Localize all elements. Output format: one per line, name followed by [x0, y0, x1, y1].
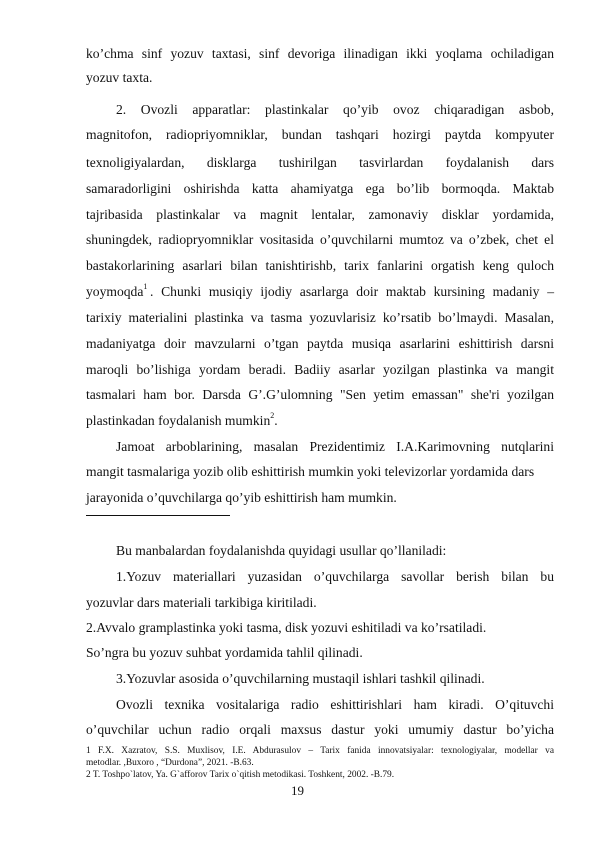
text-line: samaradorligini oshirishda katta ahamiyatga ega bo’lib bormoqda. Maktab	[86, 181, 554, 196]
footnote-2: 2 T. Toshpo`latov, Ya. G`afforov Tarix o`qitish metodikasi. Toshkent, 2002. -B.79.	[86, 770, 395, 780]
text-line	[86, 412, 554, 430]
footnote-ref-1: 1	[143, 282, 148, 292]
text-line: mangit tasmalariga yozib olib eshittirish mumkin yoki televizorlar yordamida dars	[86, 464, 535, 479]
text-line: texnoligiyalardan, disklarga tushirilgan tasvirlardan foydalanish dars	[86, 155, 554, 170]
text-line: yozuvlar dars materiali tarkibiga kiritiladi.	[86, 595, 317, 610]
text-line: Jamoat arboblarining, masalan Prezidentimiz I.A.Karimovning nutqlarini	[116, 439, 554, 454]
text-line	[86, 283, 146, 301]
text-line: bastakorlarining asarlari bilan tanishtirishb, tarix fanlarini orgatish keng quloch	[86, 258, 554, 273]
text-line: So’ngra bu yozuv suhbat yordamida tahlil qilinadi.	[86, 645, 363, 660]
footnote-1-cont: metodlar. ,Buxoro , “Durdona”, 2021. -B.63.	[86, 758, 254, 768]
text-line: 1.Yozuv materiallari yuzasidan o’quvchilarga savollar berish bilan bu	[116, 569, 554, 584]
text-line: tasmalari ham bor. Darsda G’.G’ulomning "Sen yetim emassan" she'ri yozilgan	[86, 387, 554, 402]
text-line: 3.Yozuvlar asosida o’quvchilarning mustaqil ishlari tashkil qilinadi.	[116, 671, 485, 686]
text-line: o’quvchilar uchun radio orqali maxsus dastur yoki umumiy dastur bo’yicha	[86, 722, 554, 737]
footnote-separator	[86, 515, 230, 516]
text-line: jarayonida o’quvchilarga qo’yib eshittirish ham mumkin.	[86, 490, 397, 505]
text-line: yozuv taxta.	[86, 70, 153, 85]
text-line: shuningdek, radiopryomniklar vositasida o’quvchilarni mumtoz va o’zbek, chet el	[86, 232, 554, 247]
page-number: 19	[291, 783, 304, 798]
text-line: Bu manbalardan foydalanishda quyidagi usullar qo’llaniladi:	[116, 543, 447, 558]
text-line-content: plastinkadan foydalanish mumkin	[86, 413, 271, 428]
text-line: maroqli bo’lishiga yordam beradi. Badiiy asarlar yozilgan plastinka va mangit	[86, 362, 554, 377]
text-line-start: yoymoqda	[86, 284, 144, 299]
text-line: . Chunki musiqiy ijodiy asarlarga doir maktab kursining madaniy –	[150, 284, 554, 299]
text-line: 2.Avvalo gramplastinka yoki tasma, disk yozuvi eshitiladi va ko’rsatiladi.	[86, 620, 487, 635]
text-line-end: .	[274, 413, 278, 428]
text-line: ko’chma sinf yozuv taxtasi, sinf devoriga ilinadigan ikki yoqlama ochiladigan	[86, 46, 554, 61]
footnote-1: 1 F.X. Xazratov, S.S. Muxlisov, I.E. Abdurasulov – Tarix fanida innovatsiyalar: texnologiyalar, modellar va	[86, 746, 554, 756]
text-line: tarixiy materialini plastinka va tasma yozuvlarisiz ko’rsatib bo’lmaydi. Masalan,	[86, 310, 554, 325]
text-line: madaniyatga doir mavzularni o’tgan paytda musiqa asarlarini eshittirish darsni	[86, 336, 554, 351]
footnote-ref-2: 2	[270, 411, 275, 421]
text-line: tajribasida plastinkalar va magnit lentalar, zamonaviy disklar yordamida,	[86, 207, 554, 222]
text-line: Ovozli texnika vositalariga radio eshittirishlari ham kiradi. O’qituvchi	[116, 697, 554, 712]
text-line: magnitofon, radiopriyomniklar, bundan tashqari hozirgi paytda kompyuter	[86, 127, 554, 142]
text-line: 2. Ovozli apparatlar: plastinkalar qo’yib ovoz chiqaradigan asbob,	[116, 102, 554, 117]
